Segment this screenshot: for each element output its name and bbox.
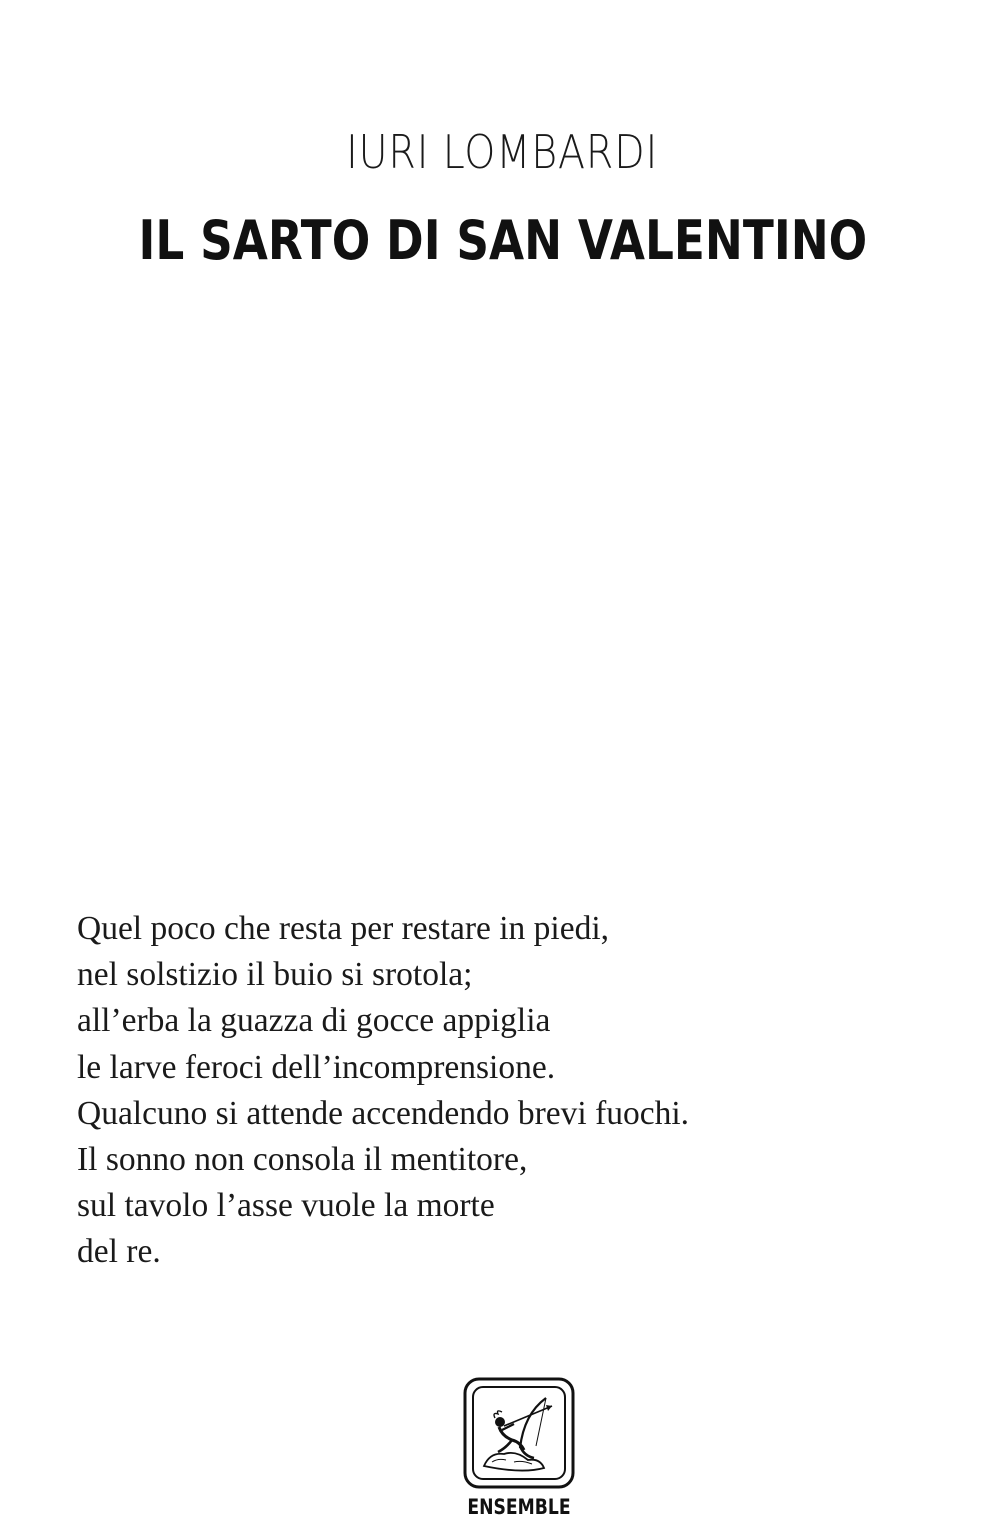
- poem-line: Qualcuno si attende accendendo brevi fuochi.: [77, 1094, 690, 1132]
- archer-logo-icon: [462, 1376, 576, 1490]
- poem-excerpt: [77, 906, 937, 1276]
- book-title: IL SARTO DI SAN VALENTINO: [138, 209, 868, 272]
- poem-line: le larve feroci dell’incomprensione.: [77, 1048, 556, 1086]
- publisher-name: ENSEMBLE: [467, 1495, 571, 1519]
- poem-line: Il sonno non consola il mentitore,: [77, 1141, 528, 1179]
- poem-line: del re.: [77, 1233, 161, 1271]
- poem-line: all’erba la guazza di gocce appiglia: [77, 1002, 551, 1040]
- poem-line: sul tavolo l’asse vuole la morte: [77, 1187, 495, 1225]
- poem-line: Quel poco che resta per restare in piedi,: [77, 910, 610, 947]
- author-name: IURI LOMBARDI: [346, 125, 659, 179]
- poem-line: nel solstizio il buio si srotola;: [77, 956, 473, 994]
